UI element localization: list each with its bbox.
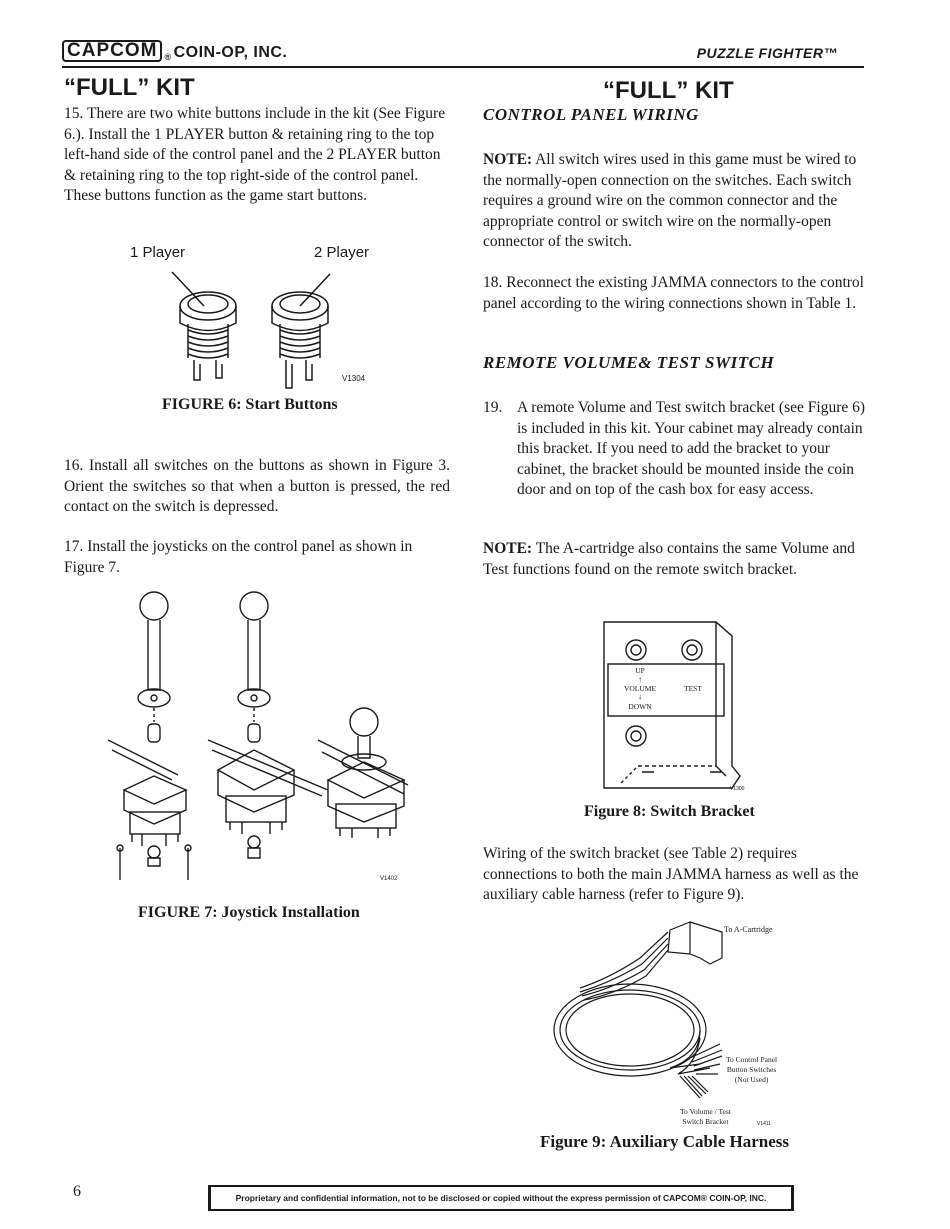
page-number: 6 <box>73 1183 81 1200</box>
auxiliary-cable-harness-illustration <box>550 918 750 1108</box>
section-remote-volume-test: REMOTE VOLUME& TEST SWITCH <box>483 353 775 372</box>
fig7-code: V1402 <box>380 876 398 882</box>
left-kit-title: “FULL” KIT <box>64 74 195 101</box>
fig9-caption: Figure 9: Auxiliary Cable Harness <box>540 1132 790 1151</box>
note-wiring <box>483 150 867 253</box>
fig8-arrow-down-icon: ↓ <box>638 692 642 701</box>
fig8-arrow-up-icon: ↑ <box>638 675 642 684</box>
fig9-vt-line2: Switch Bracket <box>682 1117 729 1126</box>
step-16: 16. Install all switches on the buttons as shown in Figure 3. Orient the switches so that when a button is pressed, the red contact on the switch is depressed. <box>64 457 450 515</box>
fig6-label-1-player: 1 Player <box>130 244 186 261</box>
step-19 <box>483 398 867 518</box>
fig9-cp-line2: Button Switches <box>726 1065 777 1074</box>
fig9-label-volume-test <box>680 1107 731 1127</box>
wiring-paragraph: Wiring of the switch bracket (see Table 2) requires connections to both the main JAMMA harness as well as the auxiliary cable harness (refer to Figure 9). <box>483 845 859 903</box>
fig8-label-up: UP <box>635 666 645 675</box>
step-19-text: A remote Volume and Test switch bracket (see Figure 6) is included in this kit. Your cabinet may already contain this bracket. If you need to add the bracket to your cabinet, the bracket should be mounted inside the coin door and on top of the cash box for easy access. <box>517 399 866 498</box>
fig9-cp-line1: To Control Panel <box>726 1055 778 1064</box>
fig9-vt-line1: To Volume / Test <box>680 1107 731 1116</box>
registered-mark: ® <box>164 52 172 62</box>
fig6-label-2-player: 2 Player <box>314 244 370 261</box>
capcom-logo: CAPCOM <box>62 40 162 62</box>
fig9-label-to-a-cartridge: To A-Cartridge <box>724 925 773 934</box>
fig8-code: V1300 <box>730 786 745 792</box>
fig8-caption: Figure 8: Switch Bracket <box>584 803 755 820</box>
section-control-panel-wiring: CONTROL PANEL WIRING <box>483 105 699 124</box>
note-label: NOTE: <box>483 151 533 168</box>
switch-bracket-illustration <box>598 616 748 794</box>
right-kit-title: “FULL” KIT <box>603 77 734 104</box>
fig9-cp-line3: (Not Used) <box>734 1075 769 1084</box>
note-text: All switch wires used in this game must be wired to the normally-open connection on the switches. Each switch requires a ground wire on the common connector and the appropriate control or switch wire on the normally-open connector of the switch. <box>483 151 857 250</box>
company-name: COIN-OP, INC. <box>173 44 288 61</box>
step-18: 18. Reconnect the existing JAMMA connectors to the control panel according to the wiring connections shown in Table 1. <box>483 274 864 312</box>
page-header-left <box>62 40 287 62</box>
note2-label: NOTE: <box>483 540 533 557</box>
fig6-code: V1304 <box>342 374 366 383</box>
start-buttons-illustration <box>160 268 360 393</box>
step-15: 15. There are two white buttons include in the kit (See Figure 6.). Install the 1 PLAYER button & retaining ring to the top left-hand side of the control panel and the 2 PLAYER button & retaining ring to the top right-side of the control panel. These buttons function as the game start buttons. <box>64 105 446 204</box>
fig8-label-volume: VOLUME <box>623 684 657 693</box>
step-19-number: 19. <box>483 399 503 416</box>
step-17: 17. Install the joysticks on the control panel as shown in Figure 7. <box>64 538 413 576</box>
fig8-label-test: TEST <box>684 684 702 693</box>
game-title: PUZZLE FIGHTER™ <box>696 45 838 61</box>
confidential-notice: Proprietary and confidential information, not to be disclosed or copied without the express permission of CAPCOM® COIN-OP, INC. <box>208 1185 794 1211</box>
fig8-label-down: DOWN <box>628 702 652 711</box>
note-a-cartridge <box>483 539 867 580</box>
note2-text: The A-cartridge also contains the same Volume and Test functions found on the remote switch bracket. <box>483 540 855 578</box>
fig7-caption: FIGURE 7: Joystick Installation <box>138 904 360 921</box>
fig9-code: V1411 <box>757 1121 772 1127</box>
joystick-installation-illustration <box>108 590 418 895</box>
fig9-label-control-panel <box>726 1055 777 1085</box>
fig6-caption: FIGURE 6: Start Buttons <box>162 396 338 413</box>
header-rule <box>62 66 864 68</box>
